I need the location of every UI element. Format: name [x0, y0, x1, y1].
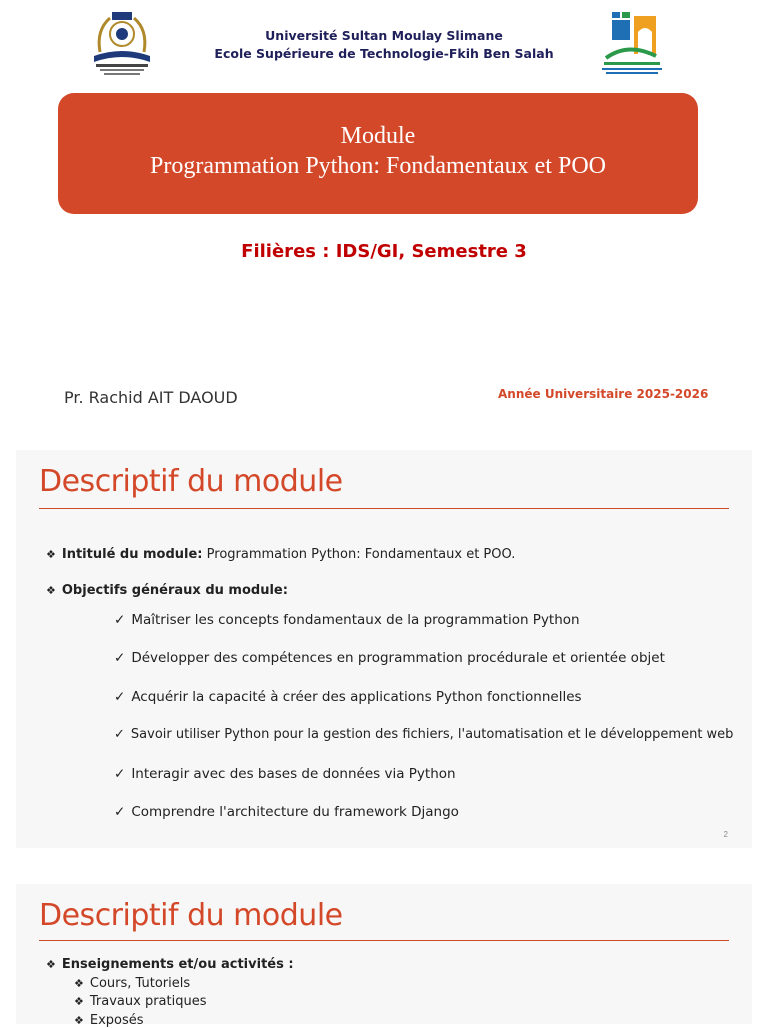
- enseignements-label: Enseignements et/ou activités :: [61, 957, 294, 972]
- diamond-bullet-icon: ❖: [74, 1014, 84, 1027]
- objectifs-row: [46, 583, 288, 598]
- slide-descriptif-1: [16, 450, 752, 848]
- filieres-label: Filières : IDS/GI, Semestre 3: [241, 241, 527, 262]
- usms-logo-icon: [598, 10, 666, 76]
- diamond-bullet-icon: ❖: [46, 958, 56, 971]
- check-icon: ✓: [114, 689, 126, 705]
- intitule-value: Programmation Python: Fondamentaux et POO.: [202, 547, 516, 562]
- intitule-row: [46, 547, 515, 562]
- intitule-label: Intitulé du module:: [61, 547, 203, 562]
- title-divider: [39, 508, 729, 509]
- activity-item: ❖ Cours, Tutoriels: [74, 976, 191, 991]
- check-icon: ✓: [114, 612, 126, 628]
- slide-descriptif-2: [16, 884, 752, 1028]
- diamond-bullet-icon: ❖: [46, 584, 56, 597]
- slide-title: Descriptif du module: [39, 464, 343, 499]
- objectifs-label: Objectifs généraux du module:: [61, 583, 288, 598]
- objectif-item: ✓ Comprendre l'architecture du framework Django: [114, 804, 459, 820]
- title-divider: [39, 940, 729, 941]
- objectif-item: ✓ Interagir avec des bases de données via Python: [114, 766, 456, 782]
- diamond-bullet-icon: ❖: [46, 548, 56, 561]
- activity-item: ❖ Travaux pratiques: [74, 994, 207, 1009]
- objectif-item: ✓ Développer des compétences en programmation procédurale et orientée objet: [114, 650, 665, 666]
- diamond-bullet-icon: ❖: [74, 995, 84, 1008]
- check-icon: ✓: [114, 804, 126, 820]
- banner-module-title: Programmation Python: Fondamentaux et POO: [150, 153, 606, 179]
- academic-year: Année Universitaire 2025-2026: [498, 387, 709, 401]
- banner-module-label: Module: [340, 123, 416, 149]
- module-banner: [58, 93, 698, 214]
- slide-title: Descriptif du module: [39, 898, 343, 933]
- objectif-item: ✓ Acquérir la capacité à créer des applications Python fonctionnelles: [114, 689, 582, 705]
- school-name: Ecole Supérieure de Technologie-Fkih Ben Salah: [214, 46, 554, 61]
- objectif-item: ✓ Savoir utiliser Python pour la gestion des fichiers, l'automatisation et le développement web: [114, 727, 734, 742]
- professor-name: Pr. Rachid AIT DAOUD: [64, 388, 238, 407]
- university-name: Université Sultan Moulay Slimane: [265, 28, 503, 43]
- check-icon: ✓: [114, 766, 126, 782]
- title-slide: [0, 0, 768, 440]
- activity-item: ❖ Exposés: [74, 1013, 144, 1028]
- objectif-item: ✓ Maîtriser les concepts fondamentaux de la programmation Python: [114, 612, 580, 628]
- check-icon: ✓: [114, 650, 126, 666]
- enseignements-row: [46, 957, 294, 972]
- check-icon: ✓: [114, 727, 125, 742]
- diamond-bullet-icon: ❖: [74, 977, 84, 990]
- page-number: 2: [723, 830, 728, 839]
